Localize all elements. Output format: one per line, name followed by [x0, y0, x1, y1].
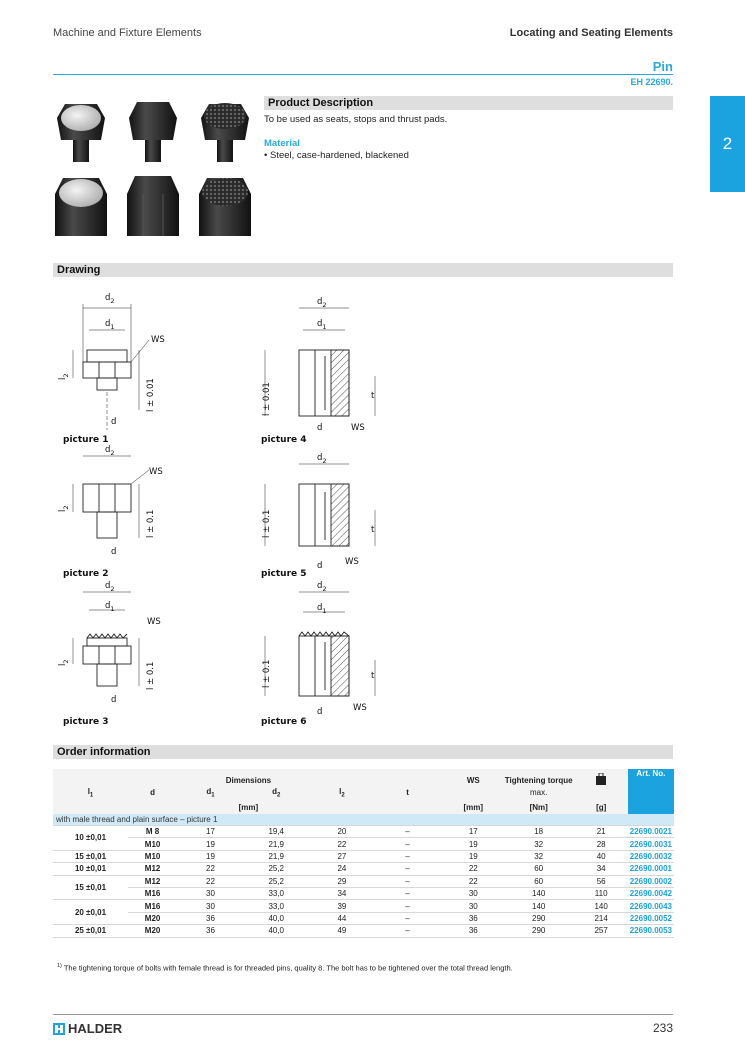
- cell-d1: 30: [177, 900, 244, 912]
- cell-d: M20: [128, 912, 177, 924]
- cell-torque: 18: [503, 825, 575, 837]
- logo-mark-icon: [53, 1023, 65, 1035]
- cell-d1: 36: [177, 925, 244, 937]
- p1-l2-label: $l_2$: [58, 373, 70, 380]
- cell-d: M 8: [128, 825, 177, 837]
- cell-art[interactable]: 22690.0032: [629, 851, 672, 861]
- cell-d: M10: [128, 850, 177, 862]
- group-row: with male thread and plain surface – picture 1: [53, 814, 674, 826]
- p3-ws-label: WS: [147, 617, 161, 627]
- picture-3-label: picture 3: [63, 717, 109, 727]
- cell-g: 140: [575, 900, 628, 912]
- cell-art[interactable]: 22690.0002: [629, 876, 672, 886]
- cell-ws: 36: [444, 912, 503, 924]
- cell-d1: 22: [177, 875, 244, 887]
- cell-d2: 33,0: [244, 900, 309, 912]
- photo-pin-hex-female: [127, 176, 179, 236]
- order-info-heading: Order information: [53, 745, 673, 759]
- l1-header: $l_1$: [53, 787, 128, 799]
- table-row: [53, 925, 674, 937]
- cell-art[interactable]: 22690.0043: [629, 901, 672, 911]
- unit-nm: [Nm]: [503, 799, 575, 814]
- footer-rule: [53, 1014, 673, 1015]
- p5-t-label: t: [371, 525, 375, 535]
- cell-g: 257: [575, 925, 628, 937]
- cell-l1: 15 ±0,01: [53, 875, 128, 900]
- cell-torque: 60: [503, 875, 575, 887]
- cell-art[interactable]: 22690.0031: [629, 839, 672, 849]
- cell-g: 34: [575, 863, 628, 875]
- l2-header: $l_2$: [309, 787, 376, 799]
- cell-d1: 19: [177, 838, 244, 850]
- photo-pin-knurled-female: [199, 178, 251, 236]
- cell-d: M16: [128, 900, 177, 912]
- cell-l2: 29: [309, 875, 376, 887]
- p1-ws-label: WS: [151, 335, 165, 345]
- cell-art[interactable]: 22690.0042: [629, 889, 672, 899]
- d-header: d: [128, 787, 177, 799]
- cell-t: –: [375, 912, 440, 924]
- p2-l2-label: $l_2$: [58, 505, 70, 512]
- product-description-text: To be used as seats, stops and thrust pads.: [264, 114, 448, 125]
- p5-l1-label: l ± 0.1: [262, 509, 272, 538]
- cell-d: M10: [128, 838, 177, 850]
- cell-t: –: [375, 825, 440, 837]
- cell-d2: 33,0: [244, 887, 309, 899]
- p4-d-label: d: [317, 423, 323, 433]
- picture-5-drawing: [265, 464, 375, 546]
- page-number: 233: [652, 1021, 673, 1035]
- table-row: [53, 863, 674, 875]
- p6-l1-label: l ± 0.1: [262, 659, 272, 688]
- cell-l2: 27: [309, 850, 376, 862]
- torque-max-label: max.: [503, 787, 575, 799]
- p6-d2-label: $d_2$: [317, 581, 327, 593]
- cell-l2: 20: [309, 825, 376, 837]
- t-header: t: [375, 787, 440, 799]
- cell-g: 56: [575, 875, 628, 887]
- material-heading: Material: [264, 138, 300, 149]
- picture-6-label: picture 6: [261, 717, 307, 727]
- cell-ws: 19: [444, 838, 503, 850]
- cell-d: M20: [128, 925, 177, 937]
- p2-ws-label: WS: [149, 467, 163, 477]
- ws-header: WS: [444, 769, 503, 787]
- p1-l1-label: l ± 0.01: [146, 378, 156, 412]
- p1-d1-label: $d_1$: [105, 319, 115, 331]
- picture-2-drawing: [73, 456, 149, 538]
- cell-l1: 10 ±0,01: [53, 863, 128, 875]
- cell-l1: 15 ±0,01: [53, 850, 128, 862]
- cell-d2: 40,0: [244, 912, 309, 924]
- product-description-heading: Product Description: [264, 96, 673, 110]
- picture-1-label: picture 1: [63, 435, 109, 445]
- material-item: • Steel, case-hardened, blackened: [264, 150, 409, 161]
- cell-d1: 30: [177, 887, 244, 899]
- p6-t-label: t: [371, 671, 375, 681]
- cell-ws: 30: [444, 887, 503, 899]
- cell-ws: 30: [444, 900, 503, 912]
- p1-d2-label: $d_2$: [105, 293, 115, 305]
- p2-l1-label: l ± 0.1: [146, 509, 156, 538]
- cell-l2: 44: [309, 912, 376, 924]
- cell-d2: 19,4: [244, 825, 309, 837]
- cell-torque: 290: [503, 925, 575, 937]
- cell-ws: 22: [444, 863, 503, 875]
- unit-ws-mm: [mm]: [444, 799, 503, 814]
- dimensions-header: Dimensions: [53, 769, 444, 787]
- cell-d1: 19: [177, 850, 244, 862]
- p3-l2-label: $l_2$: [58, 659, 70, 666]
- p6-d1-label: $d_1$: [317, 603, 327, 615]
- cell-d: M12: [128, 863, 177, 875]
- order-header-row-2: [53, 787, 674, 799]
- header-rule: [53, 74, 673, 75]
- order-header-row-3: [53, 799, 674, 814]
- p2-d-label: d: [111, 547, 117, 557]
- cell-l1: 25 ±0,01: [53, 925, 128, 937]
- drawing-heading: Drawing: [53, 263, 673, 277]
- photo-pin-knurled-male: [201, 103, 249, 162]
- d1-header: $d_1$: [177, 787, 244, 799]
- cell-l2: 39: [309, 900, 376, 912]
- p5-d2-label: $d_2$: [317, 453, 327, 465]
- header-right: Locating and Seating Elements: [509, 27, 673, 39]
- cell-l1: 10 ±0,01: [53, 825, 128, 850]
- photo-pin-hex-male: [129, 102, 177, 162]
- cell-d2: 25,2: [244, 863, 309, 875]
- cell-d: M16: [128, 887, 177, 899]
- photo-pin-plain-male: [57, 104, 105, 162]
- product-photos: [53, 96, 255, 246]
- photo-pin-plain-female: [55, 178, 107, 236]
- table-row: [53, 838, 674, 850]
- cell-art[interactable]: 22690.0053: [629, 926, 672, 936]
- material-item-text: Steel, case-hardened, blackened: [269, 150, 409, 161]
- cell-t: –: [375, 900, 440, 912]
- p6-d-label: d: [317, 707, 323, 717]
- picture-5-label: picture 5: [261, 569, 307, 579]
- p2-d2-label: $d_2$: [105, 445, 115, 457]
- cell-g: 21: [575, 825, 628, 837]
- cell-torque: 32: [503, 838, 575, 850]
- p4-l1-label: l ± 0.01: [262, 382, 272, 416]
- header-left: Machine and Fixture Elements: [53, 27, 202, 39]
- p3-l1-label: l ± 0.1: [146, 661, 156, 690]
- unit-mm: [mm]: [53, 799, 444, 814]
- table-row: [53, 912, 674, 924]
- technical-drawing: [53, 280, 453, 740]
- p5-d-label: d: [317, 561, 323, 571]
- table-row: [53, 875, 674, 887]
- p4-ws-label: WS: [351, 423, 365, 433]
- cell-torque: 60: [503, 863, 575, 875]
- cell-ws: 19: [444, 850, 503, 862]
- d2-header: $d_2$: [244, 787, 309, 799]
- cell-art[interactable]: 22690.0021: [629, 827, 672, 837]
- cell-t: –: [375, 850, 440, 862]
- table-row: [53, 825, 674, 837]
- cell-d: M12: [128, 875, 177, 887]
- cell-l2: 22: [309, 838, 376, 850]
- p3-d-label: d: [111, 695, 117, 705]
- cell-d1: 17: [177, 825, 244, 837]
- cell-d2: 25,2: [244, 875, 309, 887]
- cell-art[interactable]: 22690.0001: [629, 864, 672, 874]
- cell-t: –: [375, 887, 440, 899]
- footnote: $^{1)}$ The tightening torque of bolts with female thread is for threaded pins, quality 8. The bolt has to be tightened over the total thread length.: [57, 963, 513, 973]
- cell-t: –: [375, 838, 440, 850]
- cell-torque: 32: [503, 850, 575, 862]
- cell-t: –: [375, 925, 440, 937]
- cell-ws: 17: [444, 825, 503, 837]
- cell-g: 214: [575, 912, 628, 924]
- cell-t: –: [375, 875, 440, 887]
- cell-d1: 36: [177, 912, 244, 924]
- cell-d2: 21,9: [244, 850, 309, 862]
- order-header-row-1: [53, 769, 674, 787]
- cell-d2: 40,0: [244, 925, 309, 937]
- cell-ws: 22: [444, 875, 503, 887]
- p3-d1-label: $d_1$: [105, 601, 115, 613]
- torque-header: Tightening torque: [503, 769, 575, 787]
- cell-l2: 34: [309, 887, 376, 899]
- cell-d2: 21,9: [244, 838, 309, 850]
- p4-d2-label: $d_2$: [317, 297, 327, 309]
- cell-g: 110: [575, 887, 628, 899]
- p6-ws-label: WS: [353, 703, 367, 713]
- cell-t: –: [375, 863, 440, 875]
- table-row: [53, 900, 674, 912]
- picture-4-label: picture 4: [261, 435, 307, 445]
- table-row: [53, 887, 674, 899]
- cell-g: 28: [575, 838, 628, 850]
- product-title: Pin: [652, 59, 673, 74]
- cell-ws: 36: [444, 925, 503, 937]
- table-row: [53, 850, 674, 862]
- p3-d2-label: $d_2$: [105, 581, 115, 593]
- cell-l2: 24: [309, 863, 376, 875]
- cell-l2: 49: [309, 925, 376, 937]
- order-table: [53, 769, 674, 938]
- picture-2-label: picture 2: [63, 569, 109, 579]
- cell-torque: 140: [503, 900, 575, 912]
- chapter-tab[interactable]: 2: [710, 96, 745, 192]
- brand-logo: HALDER: [53, 1021, 122, 1036]
- p4-d1-label: $d_1$: [317, 319, 327, 331]
- unit-g: [g]: [575, 799, 628, 814]
- p1-d-label: d: [111, 417, 117, 427]
- p5-ws-label: WS: [345, 557, 359, 567]
- cell-torque: 140: [503, 887, 575, 899]
- p4-t-label: t: [371, 391, 375, 401]
- cell-l1: 20 ±0,01: [53, 900, 128, 925]
- weight-icon: [575, 769, 628, 787]
- cell-g: 40: [575, 850, 628, 862]
- product-code: EH 22690.: [630, 77, 673, 87]
- cell-torque: 290: [503, 912, 575, 924]
- cell-d1: 22: [177, 863, 244, 875]
- art-no-header: Art. No.: [628, 769, 674, 814]
- cell-art[interactable]: 22690.0052: [629, 913, 672, 923]
